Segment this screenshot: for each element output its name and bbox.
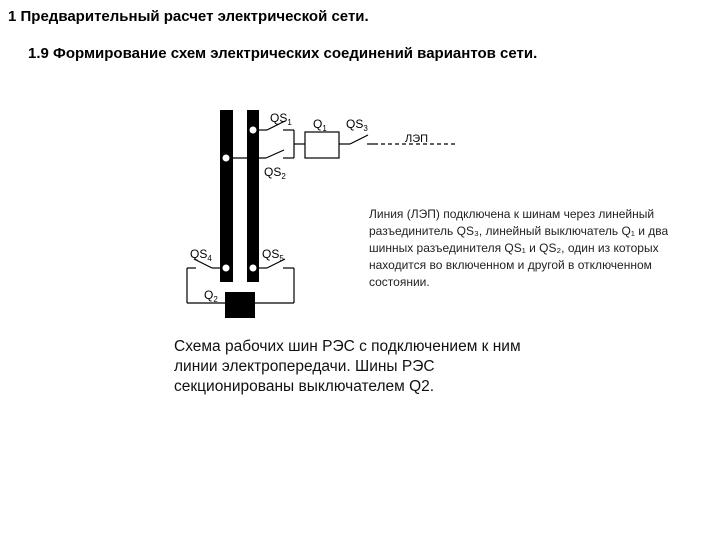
label-q1: $Q_1$ bbox=[313, 117, 327, 133]
label-qs1: $QS_1$ bbox=[270, 111, 292, 127]
breaker-q1 bbox=[305, 132, 339, 158]
bus-bar-left bbox=[220, 110, 233, 282]
label-qs5: $QS_5$ bbox=[262, 247, 284, 263]
switch-blade-qs2 bbox=[266, 150, 284, 158]
label-q2: $Q_2$ bbox=[204, 288, 218, 304]
switch-blade-qs3 bbox=[350, 135, 368, 144]
slide-title: 1 Предварительный расчет электрической сети. bbox=[8, 8, 369, 25]
label-qs2: $QS_2$ bbox=[264, 165, 286, 181]
label-qs3: $QS_3$ bbox=[346, 117, 368, 133]
connection-dot bbox=[222, 154, 230, 162]
description-text: Линия (ЛЭП) подключена к шинам через линейный разъединитель QS₃, линейный выключатель Q₁ и два шинных разъединителя QS₁ и QS₂, один из которых находится во включенном и другой в отключенном состоянии. bbox=[369, 207, 669, 289]
connection-dot bbox=[249, 264, 257, 272]
slide-subtitle: 1.9 Формирование схем электрических соединений вариантов сети. bbox=[28, 45, 538, 62]
figure-caption: Схема рабочих шин РЭС с подключением к ним линии электропередачи. Шины РЭС секционированы выключателем Q2. bbox=[174, 338, 521, 395]
connection-dot bbox=[249, 126, 257, 134]
breaker-q2 bbox=[225, 292, 255, 318]
label-qs4: $QS_4$ bbox=[190, 247, 212, 263]
label-line: ЛЭП bbox=[405, 133, 429, 145]
bus-bar-right bbox=[247, 110, 259, 282]
connection-dot bbox=[222, 264, 230, 272]
